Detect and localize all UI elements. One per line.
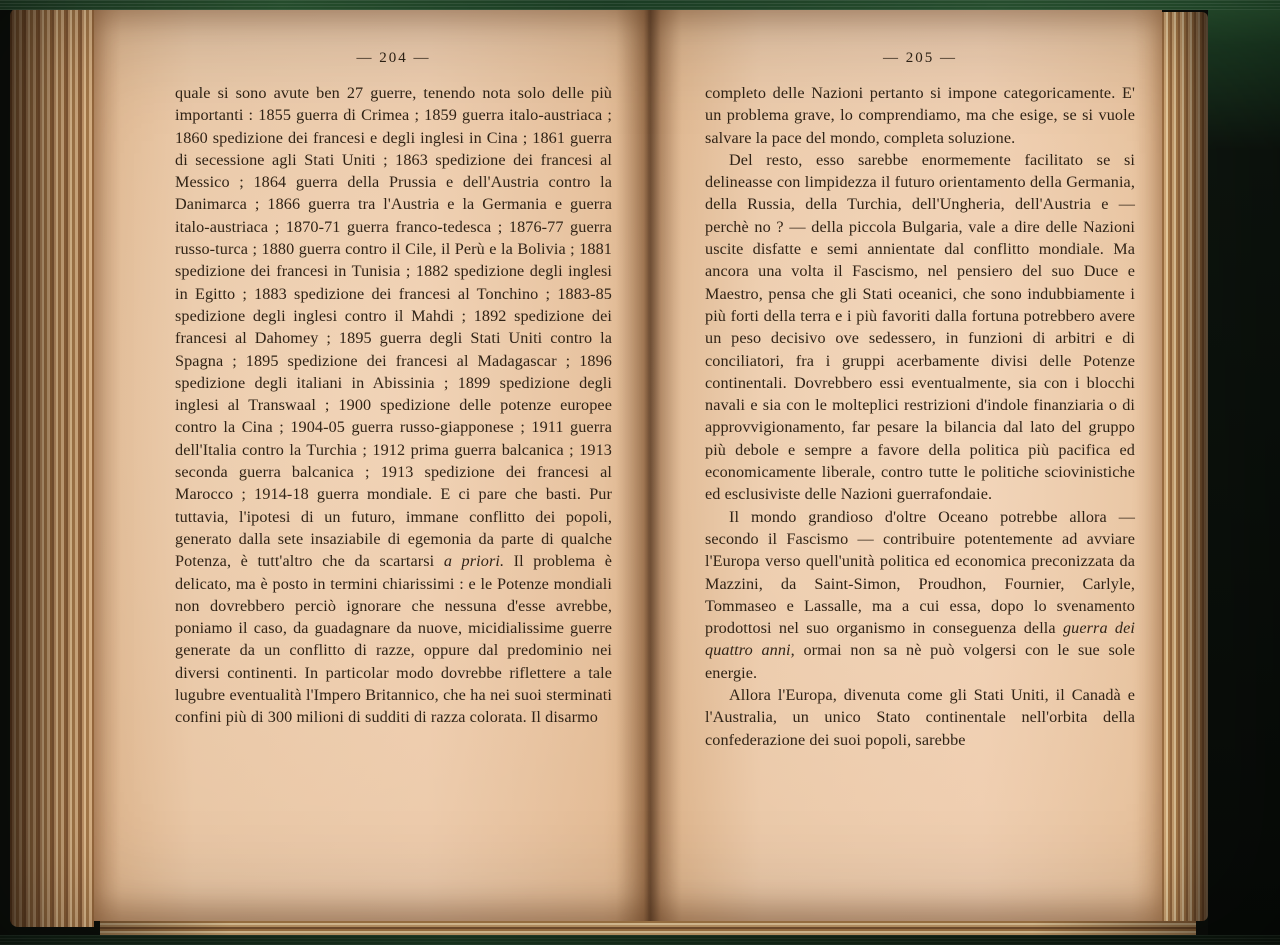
book-cover-right-edge (1208, 0, 1280, 945)
paragraph (705, 506, 1135, 684)
left-page (94, 8, 648, 921)
paragraph (705, 684, 1135, 751)
body-text: Il mondo grandioso d'oltre Oceano potrebbe allora — secondo il Fascismo — contribuire potentemente ad avviare l'Europa verso quell'unità politica ed economica preconizzata da Mazzini, da Saint-Simon, Proudhon, Fournier, Carlyle, Tommaseo e Lassalle, ma a cui essa, dopo lo svenamento prodottosi nel suo organismo in conseguenza della (705, 507, 1135, 638)
body-text: quale si sono avute ben 27 guerre, tenendo nota solo delle più importanti : 1855 guerra di Crimea ; 1859 guerra italo-austriaca ; 1860 spedizione dei francesi e degli inglesi in Cina ; 1861 guerra di secessione agli Stati Uniti ; 1863 spedizione dei francesi al Messico ; 1864 guerra della Prussia e dell'Austria contro la Danimarca ; 1866 guerra tra l'Austria e la Germania e guerra italo-austriaca ; 1870-71 guerra franco-tedesca ; 1876-77 guerra russo-turca ; 1880 guerra contro il Cile, il Perù e la Bolivia ; 1881 spedizione dei francesi in Tunisia ; 1882 spedizione degli inglesi in Egitto ; 1883 spedizione dei francesi al Tonchino ; 1883-85 spedizione degli inglesi contro il Mahdi ; 1892 spedizione dei francesi al Dahomey ; 1895 guerra degli Stati Uniti contro la Spagna ; 1895 spedizione dei francesi al Madagascar ; 1896 spedizione degli italiani in Abissinia ; 1899 spedizione degli inglesi al Transwaal ; 1900 spedizione delle potenze europee contro la Cina ; 1904-05 guerra russo-giapponese ; 1911 guerra dell'Italia contro la Turchia ; 1912 prima guerra balcanica ; 1913 seconda guerra balcanica ; 1913 spedizione dei francesi al Marocco ; 1914-18 guerra mondiale. E ci pare che basti. Pur tuttavia, l'ipotesi di un futuro, immane conflitto dei popoli, generato dalla sete insaziabile di egemonia da parte di qualche Potenza, è tutt'altro che da scartarsi (175, 84, 612, 571)
page-edges-left (10, 8, 94, 927)
book-cover-bottom-edge (0, 935, 1280, 945)
italic-text: a priori. (443, 552, 505, 571)
italic-text: guerra dei quattro anni, (705, 619, 1136, 660)
body-text: ormai non sa nè può volgersi con le sue sole energie. (705, 641, 1135, 682)
body-text: Il problema è delicato, ma è posto in termini chiarissimi : e le Potenze mondiali non dovrebbero perciò ignorare che nessuna d'esse avrebbe, poniamo il caso, da guadagnare da nuove, micidialissime guerre generate da un conflitto di razze, oppure dal predominio nei diversi continenti. In particolar modo dovrebbe riflettere a tale lugubre eventualità l'Impero Britannico, che ha nei suoi sterminati confini più di 300 milioni di sudditi di razza colorata. Il disarmo (175, 552, 612, 727)
paragraph (705, 82, 1135, 149)
page-edges-right (1162, 12, 1208, 921)
paragraph (175, 82, 612, 729)
paragraph (705, 149, 1135, 506)
right-page-text (705, 82, 1135, 751)
page-number-right: — 205 — (883, 50, 957, 66)
page-number-left: — 204 — (356, 50, 431, 66)
body-text: Del resto, esso sarebbe enormemente facilitato se si delineasse con limpidezza il futuro orientamento della Germania, della Russia, della Turchia, dell'Ungheria, dell'Austria e — perchè no ? — della piccola Bulgaria, vale a dire delle Nazioni uscite disfatte e semi annientate dal conflitto mondiale. Ma ancora una volta il Fascismo, nel pensiero del suo Duce e Maestro, pensa che gli Stati oceanici, che sono indubbiamente i più forti della terra e i più favoriti dalla fortuna potrebbero avere un peso decisivo ove sedessero, in funzioni di arbitri e di conciliatori, fra i gruppi acerbamente divisi delle Potenze continentali. Dovrebbero essi eventualmente, sia con i blocchi navali e sia con le molteplici restrizioni d'indole finanziaria o di approvvigionamento, far pesare la bilancia dal lato del gruppo più debole e sempre a favore della politica più pacifica ed economicamente liberale, contro tutte le politiche sciovinistiche ed esclusiviste delle Nazioni guerrafondaie. (705, 150, 1135, 504)
book-cover-top-edge (0, 0, 1280, 10)
left-page-text (175, 82, 612, 729)
body-text: completo delle Nazioni pertanto si impone categoricamente. E' un problema grave, lo comprendiamo, ma che esige, se si vuole salvare la pace del mondo, completa soluzione. (705, 84, 1135, 147)
body-text: Allora l'Europa, divenuta come gli Stati Uniti, il Canadà e l'Australia, un unico Stato continentale nell'orbita della confederazione dei suoi popoli, sarebbe (705, 686, 1135, 749)
right-page (648, 8, 1162, 921)
